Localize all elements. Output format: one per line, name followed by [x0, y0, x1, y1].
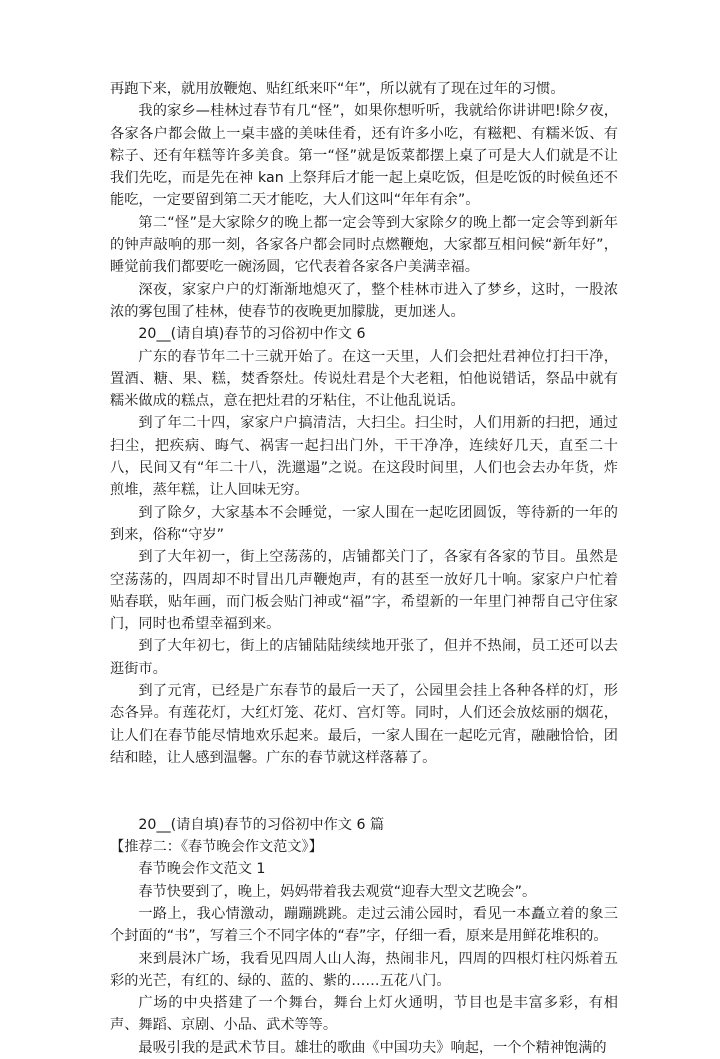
paragraph-lantern-festival: 到了元宵，已经是广东春节的最后一天了，公园里会挂上各种各样的灯，形态各异。有莲花灯，大红灯笼、花灯、宫灯等。同时，人们还会放炫丽的烟花，让人们在春节能尽情地欢乐起来。最后，一家人围在一起吃元宵，融融恰恰，团结和睦，让人感到温馨。广东的春节就这样落幕了。	[110, 683, 618, 766]
section-title: 20__(请自填)春节的习俗初中作文 6 篇	[138, 816, 385, 833]
paragraph-first-day: 到了大年初一，街上空荡荡的，店铺都关门了，各家有各家的节目。虽然是空荡荡的，四周却不时冒出几声鞭炮声，有的甚至一放好几十响。家家户户忙着贴春联，贴年画，而门板会贴门神或“福”字，希望新的一年里门神帮自己守住家门，同时也希望幸福到来。	[110, 549, 618, 633]
recommend-label: 【推荐二：《春节晚会作文范文》】	[110, 839, 323, 856]
paragraph-new-year-eve: 到了除夕，大家基本不会睡觉，一家人围在一起吃团圆饭，等待新的一年的到来，俗称“守岁”	[110, 504, 618, 543]
essay-heading: 20__(请自填)春节的习俗初中作文 6	[138, 326, 366, 343]
paragraph-guangdong-start: 广东的春节年二十三就开始了。在这一天里，人们会把灶君神位打扫干净，置酒、糖、果、糕，焚香祭灶。传说灶君是个大老粗，怕他说错话，祭品中就有糯米做成的糕点，意在把灶君的牙粘住，不让他乱说话。	[110, 348, 618, 410]
paragraph-on-the-way: 一路上，我心情激动，蹦蹦跳跳。走过云浦公园时，看见一本矗立着的象三个封面的“书”，写着三个不同字体的“春”字，仔细一看，原来是用鲜花堆积的。	[110, 905, 618, 945]
paragraph-guilin-customs: 我的家乡—桂林过春节有几“怪”，如果你想听听，我就给你讲讲吧!除夕夜，各家各户都会做上一桌丰盛的美味佳肴，还有许多小吃，有糍粑、有糯米饭、有粽子、还有年糕等许多美食。第一“怪”就是饭菜都摆上桌了可是大人们就是不让我们先吃，而是先在神 kan 上祭拜后才能一起上桌吃饭，但是吃饭的时候鱼还不能吃，一定要留到第二天才能吃，大人们这叫“年年有余”。	[110, 103, 618, 209]
paragraph-martial-arts: 最吸引我的是武术节目。雄壮的歌曲《中国功夫》响起，一个个精神饱满的	[138, 1039, 607, 1056]
paragraph-intro-tail: 再跑下来，就用放鞭炮、贴红纸来吓“年”，所以就有了现在过年的习惯。	[110, 81, 565, 97]
spacer	[110, 769, 618, 814]
paragraph-cleaning: 到了年二十四，家家户户搞清洁，大扫尘。扫尘时，人们用新的扫把，通过扫尘，把疾病、晦气、祸害一起扫出门外，干干净净，连续好几天，直至二十八，民间又有“年二十八，洗邋遢”之说。在这段时间里，人们也会去办年货，炸煎堆，蒸年糕，让人回味无穷。	[110, 415, 618, 499]
paragraph-stage: 广场的中央搭建了一个舞台，舞台上灯火通明，节目也是丰富多彩，有相声、舞蹈、京剧、小品、武术等等。	[110, 995, 618, 1034]
paragraph-second-custom: 第二“怪”是大家除夕的晚上都一定会等到大家除夕的晚上都一定会等到新年的钟声敲响的那一刻，各家各户都会同时点燃鞭炮，大家都互相问候“新年好”，睡觉前我们都要吃一碗汤圆，它代表着各家各户美满幸福。	[110, 214, 618, 276]
paragraph-seventh-day: 到了大年初七，街上的店铺陆陆续续地开张了，但并不热闹，员工还可以去逛街市。	[110, 638, 618, 677]
section-two	[110, 814, 618, 1059]
sample-subtitle: 春节晚会作文范文 1	[138, 861, 266, 878]
paragraph-evening-show: 春节快要到了，晚上，妈妈带着我去观赏“迎春大型文艺晚会”。	[138, 883, 537, 900]
paragraph-night: 深夜，家家户户的灯渐渐地熄灭了，整个桂林市进入了梦乡，这时，一股浓浓的雾包围了桂林，使春节的夜晚更加朦胧，更加迷人。	[110, 281, 618, 320]
paragraph-square: 来到晨沐广场，我看见四周人山人海，热闹非凡，四周的四根灯柱闪烁着五彩的光芒，有红的、绿的、蓝的、紫的……五花八门。	[110, 950, 618, 989]
